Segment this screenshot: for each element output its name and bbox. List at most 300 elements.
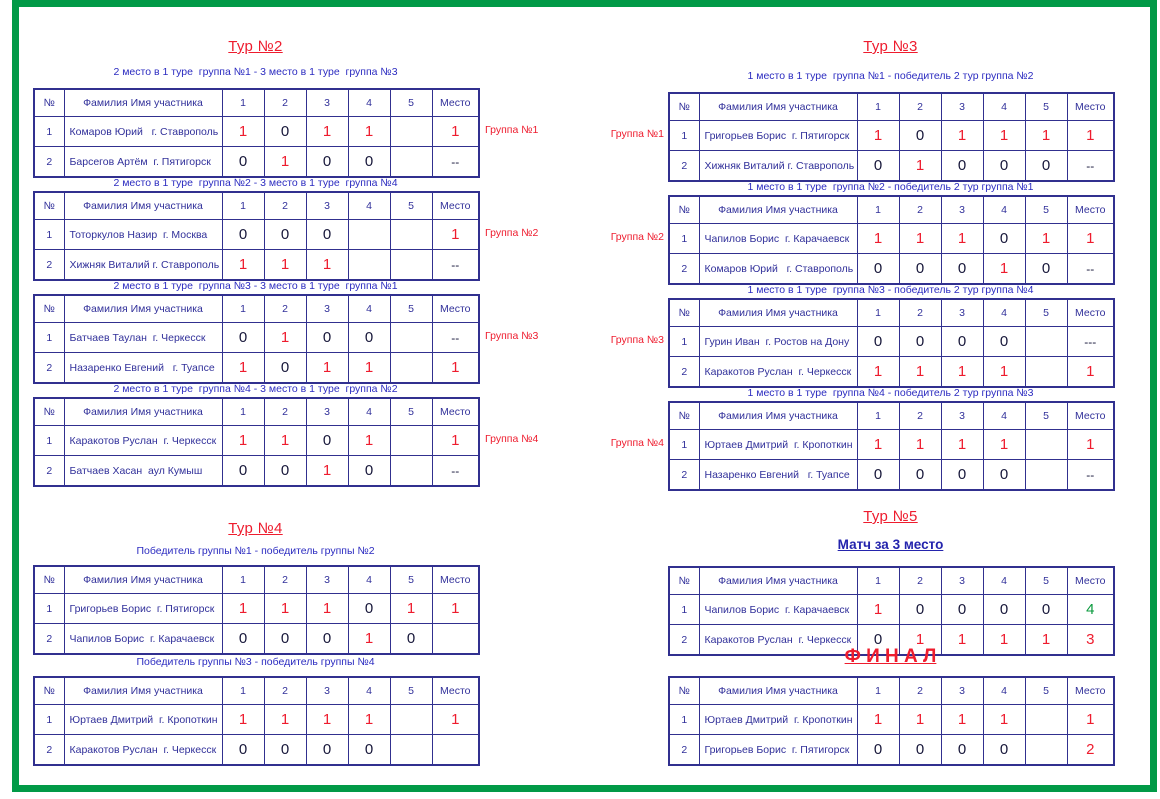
column-header: Фамилия Имя участника: [699, 93, 857, 121]
score-cell: 0: [941, 595, 983, 625]
row-number: 2: [34, 353, 64, 384]
score-cell: 1: [264, 250, 306, 281]
score-cell: 0: [1025, 254, 1067, 285]
score-cell: 0: [390, 624, 432, 655]
player-row: [669, 151, 1114, 182]
row-number: 1: [669, 121, 699, 151]
player-name: Юртаев Дмитрий г. Кропоткин: [699, 705, 857, 735]
pairing-subtitle: 1 место в 1 туре группа №4 - победитель 2 тур группа №3: [747, 387, 1034, 399]
score-cell: 1: [983, 625, 1025, 656]
column-header: Место: [432, 89, 479, 117]
column-header: 2: [899, 567, 941, 595]
score-cell: 0: [983, 327, 1025, 357]
column-header: 4: [348, 89, 390, 117]
column-header: Фамилия Имя участника: [64, 677, 222, 705]
pairing-subtitle: 2 место в 1 туре группа №4 - 3 место в 1 туре группа №2: [113, 383, 398, 395]
player-row: [34, 220, 479, 250]
score-cell: 0: [899, 595, 941, 625]
player-row: [34, 735, 479, 766]
column-header: 5: [1025, 567, 1067, 595]
place-cell: 1: [432, 353, 479, 384]
score-cell: 1: [899, 705, 941, 735]
player-name: Каракотов Руслан г. Черкесск: [64, 735, 222, 766]
column-header: 3: [941, 567, 983, 595]
score-cell: 1: [306, 250, 348, 281]
score-cell: 0: [899, 327, 941, 357]
score-cell: [390, 323, 432, 353]
column-header: Место: [432, 566, 479, 594]
score-cell: 0: [1025, 595, 1067, 625]
column-header: Место: [1067, 299, 1114, 327]
score-cell: 0: [264, 735, 306, 766]
header-row: [34, 192, 479, 220]
place-cell: --: [432, 147, 479, 178]
header-row: [34, 89, 479, 117]
column-header: 5: [1025, 402, 1067, 430]
player-name: Назаренко Евгений г. Туапсе: [64, 353, 222, 384]
score-cell: 1: [857, 430, 899, 460]
score-cell: 1: [264, 426, 306, 456]
score-cell: 1: [348, 117, 390, 147]
column-header: Фамилия Имя участника: [64, 89, 222, 117]
score-cell: [390, 456, 432, 487]
column-header: 2: [264, 677, 306, 705]
score-cell: 0: [306, 735, 348, 766]
match-table: [33, 397, 480, 487]
left-column: [33, 0, 539, 799]
group-label: Группа №1: [485, 124, 539, 136]
column-header: 3: [941, 402, 983, 430]
column-header: 4: [983, 93, 1025, 121]
score-cell: 0: [348, 323, 390, 353]
header-row: [34, 566, 479, 594]
player-name: Назаренко Евгений г. Туапсе: [699, 460, 857, 491]
player-name: Каракотов Руслан г. Черкесск: [64, 426, 222, 456]
player-row: [669, 224, 1114, 254]
group-label: Группа №2: [485, 227, 539, 239]
score-cell: 0: [857, 151, 899, 182]
place-cell: ---: [1067, 327, 1114, 357]
player-name: Чапилов Борис г. Карачаевск: [699, 595, 857, 625]
column-header: 4: [983, 196, 1025, 224]
column-header: 1: [222, 398, 264, 426]
score-cell: 0: [222, 624, 264, 655]
score-cell: 0: [306, 624, 348, 655]
column-header: 2: [264, 295, 306, 323]
group-label: Группа №3: [610, 334, 664, 346]
score-cell: 0: [941, 327, 983, 357]
pairing-subtitle: 2 место в 1 туре группа №3 - 3 место в 1 туре группа №1: [113, 280, 398, 292]
column-header: №: [34, 295, 64, 323]
column-header: №: [669, 677, 699, 705]
score-cell: 1: [348, 426, 390, 456]
match-table: [33, 88, 480, 178]
place-cell: 1: [432, 220, 479, 250]
row-number: 1: [34, 117, 64, 147]
column-header: Фамилия Имя участника: [699, 299, 857, 327]
place-cell: 1: [1067, 121, 1114, 151]
column-header: 2: [899, 402, 941, 430]
place-cell: 1: [1067, 224, 1114, 254]
column-header: Место: [432, 295, 479, 323]
score-cell: [390, 250, 432, 281]
pairing-subtitle: 2 место в 1 туре группа №2 - 3 место в 1 туре группа №4: [113, 177, 398, 189]
column-header: 3: [306, 398, 348, 426]
column-header: 3: [306, 192, 348, 220]
score-cell: 0: [306, 426, 348, 456]
score-cell: 1: [348, 705, 390, 735]
column-header: 2: [899, 677, 941, 705]
score-cell: 1: [348, 624, 390, 655]
pairing-subtitle: 1 место в 1 туре группа №3 - победитель 2 тур группа №4: [747, 284, 1034, 296]
place-cell: 1: [432, 117, 479, 147]
score-cell: 1: [857, 357, 899, 388]
score-cell: 1: [222, 353, 264, 384]
column-header: 3: [306, 566, 348, 594]
player-name: Юртаев Дмитрий г. Кропоткин: [64, 705, 222, 735]
score-cell: [390, 147, 432, 178]
column-header: 1: [222, 89, 264, 117]
player-row: [669, 460, 1114, 491]
player-name: Барсегов Артём г. Пятигорск: [64, 147, 222, 178]
score-cell: 0: [264, 353, 306, 384]
row-number: 2: [34, 147, 64, 178]
column-header: 5: [1025, 93, 1067, 121]
match-table: [33, 676, 480, 766]
score-cell: 0: [899, 254, 941, 285]
player-name: Григорьев Борис г. Пятигорск: [64, 594, 222, 624]
score-cell: 1: [348, 353, 390, 384]
column-header: Фамилия Имя участника: [699, 677, 857, 705]
score-cell: 0: [941, 460, 983, 491]
score-cell: 0: [348, 735, 390, 766]
player-row: [669, 121, 1114, 151]
place-cell: 3: [1067, 625, 1114, 656]
player-row: [34, 456, 479, 487]
score-cell: 1: [983, 705, 1025, 735]
round-title: Тур №3: [863, 38, 918, 55]
score-cell: 0: [857, 254, 899, 285]
pairing-subtitle: 1 место в 1 туре группа №2 - победитель 2 тур группа №1: [747, 181, 1034, 193]
player-name: Батчаев Хасан аул Кумыш: [64, 456, 222, 487]
place-cell: --: [432, 456, 479, 487]
row-number: 2: [34, 735, 64, 766]
round-title: Тур №4: [228, 520, 283, 537]
player-row: [669, 430, 1114, 460]
player-name: Батчаев Таулан г. Черкесск: [64, 323, 222, 353]
score-cell: 0: [222, 147, 264, 178]
column-header: Фамилия Имя участника: [64, 398, 222, 426]
player-row: [34, 705, 479, 735]
column-header: 2: [899, 299, 941, 327]
row-number: 1: [669, 224, 699, 254]
match-table: [668, 195, 1115, 285]
column-header: 2: [264, 398, 306, 426]
column-header: №: [34, 398, 64, 426]
score-cell: 0: [941, 254, 983, 285]
score-cell: [390, 117, 432, 147]
row-number: 1: [669, 595, 699, 625]
column-header: 5: [390, 566, 432, 594]
column-header: 3: [306, 677, 348, 705]
column-header: 2: [899, 93, 941, 121]
header-row: [34, 295, 479, 323]
score-cell: 1: [899, 357, 941, 388]
score-cell: 1: [306, 353, 348, 384]
score-cell: 1: [899, 224, 941, 254]
column-header: Фамилия Имя участника: [699, 402, 857, 430]
score-cell: [390, 353, 432, 384]
match-table: [668, 676, 1115, 766]
column-header: Место: [432, 398, 479, 426]
column-header: 2: [899, 196, 941, 224]
player-name: Хижняк Виталий г. Ставрополь: [64, 250, 222, 281]
column-header: 1: [857, 196, 899, 224]
column-header: 4: [348, 192, 390, 220]
score-cell: 0: [983, 595, 1025, 625]
column-header: №: [669, 402, 699, 430]
score-cell: 0: [306, 147, 348, 178]
score-cell: 0: [348, 456, 390, 487]
player-name: Григорьев Борис г. Пятигорск: [699, 121, 857, 151]
row-number: 2: [34, 624, 64, 655]
score-cell: 1: [899, 151, 941, 182]
column-header: 1: [857, 677, 899, 705]
score-cell: 1: [899, 625, 941, 656]
player-row: [669, 735, 1114, 766]
score-cell: 0: [222, 323, 264, 353]
score-cell: 0: [899, 121, 941, 151]
header-row: [669, 93, 1114, 121]
score-cell: [1025, 460, 1067, 491]
player-name: Каракотов Руслан г. Черкесск: [699, 625, 857, 656]
score-cell: 1: [941, 430, 983, 460]
column-header: №: [34, 677, 64, 705]
column-header: 2: [264, 566, 306, 594]
player-row: [669, 357, 1114, 388]
column-header: 1: [857, 299, 899, 327]
score-cell: 0: [306, 220, 348, 250]
column-header: 5: [390, 89, 432, 117]
score-cell: 0: [899, 735, 941, 766]
score-cell: 1: [222, 705, 264, 735]
score-cell: 0: [1025, 151, 1067, 182]
column-header: 4: [983, 677, 1025, 705]
score-cell: 0: [348, 147, 390, 178]
group-label: Группа №4: [610, 437, 664, 449]
score-cell: 1: [983, 254, 1025, 285]
score-cell: 1: [264, 323, 306, 353]
score-cell: 1: [222, 250, 264, 281]
score-cell: 0: [348, 594, 390, 624]
score-cell: [390, 220, 432, 250]
player-row: [669, 595, 1114, 625]
score-cell: [390, 426, 432, 456]
score-cell: 0: [857, 735, 899, 766]
score-cell: 1: [264, 147, 306, 178]
place-cell: --: [1067, 460, 1114, 491]
column-header: Место: [1067, 567, 1114, 595]
player-name: Юртаев Дмитрий г. Кропоткин: [699, 430, 857, 460]
score-cell: 1: [857, 121, 899, 151]
header-row: [669, 567, 1114, 595]
column-header: 1: [222, 566, 264, 594]
header-row: [34, 677, 479, 705]
group-label: Группа №4: [485, 433, 539, 445]
score-cell: 0: [306, 323, 348, 353]
group-label: Группа №2: [610, 231, 664, 243]
score-cell: 0: [983, 735, 1025, 766]
match3-title: Матч за 3 место: [837, 537, 944, 552]
score-cell: [1025, 705, 1067, 735]
score-cell: 1: [983, 121, 1025, 151]
round-title: Тур №2: [228, 38, 283, 55]
score-cell: 0: [857, 327, 899, 357]
header-row: [34, 398, 479, 426]
column-header: Место: [1067, 196, 1114, 224]
row-number: 2: [669, 151, 699, 182]
score-cell: 0: [983, 151, 1025, 182]
column-header: 5: [390, 295, 432, 323]
score-cell: 0: [941, 735, 983, 766]
score-cell: 0: [983, 460, 1025, 491]
round-title: Тур №5: [863, 508, 918, 525]
player-name: Тоторкулов Назир г. Москва: [64, 220, 222, 250]
score-cell: 0: [222, 735, 264, 766]
column-header: 4: [348, 398, 390, 426]
score-cell: 1: [390, 594, 432, 624]
score-cell: 1: [941, 121, 983, 151]
header-row: [669, 677, 1114, 705]
score-cell: [348, 250, 390, 281]
match-table: [668, 298, 1115, 388]
place-cell: 1: [1067, 430, 1114, 460]
column-header: Фамилия Имя участника: [699, 567, 857, 595]
column-header: 3: [941, 93, 983, 121]
score-cell: 1: [306, 705, 348, 735]
pairing-subtitle: 1 место в 1 туре группа №1 - победитель 2 тур группа №2: [747, 70, 1034, 82]
place-cell: --: [432, 323, 479, 353]
match-table: [33, 294, 480, 384]
score-cell: [1025, 327, 1067, 357]
column-header: 5: [390, 192, 432, 220]
player-row: [34, 624, 479, 655]
column-header: 3: [306, 295, 348, 323]
row-number: 2: [669, 254, 699, 285]
place-cell: 1: [432, 705, 479, 735]
match-table: [668, 92, 1115, 182]
column-header: №: [34, 192, 64, 220]
score-cell: [1025, 430, 1067, 460]
group-label: Группа №1: [610, 128, 664, 140]
column-header: №: [34, 89, 64, 117]
player-row: [34, 147, 479, 178]
final-title: Ф И Н А Л: [844, 646, 937, 667]
score-cell: [390, 705, 432, 735]
column-header: Фамилия Имя участника: [64, 192, 222, 220]
column-header: 4: [348, 677, 390, 705]
place-cell: 1: [432, 594, 479, 624]
column-header: Место: [1067, 93, 1114, 121]
place-cell: [432, 624, 479, 655]
column-header: Место: [432, 192, 479, 220]
score-cell: 0: [857, 625, 899, 656]
column-header: Фамилия Имя участника: [64, 566, 222, 594]
player-name: Григорьев Борис г. Пятигорск: [699, 735, 857, 766]
column-header: 3: [941, 677, 983, 705]
score-cell: [1025, 735, 1067, 766]
column-header: 1: [857, 402, 899, 430]
row-number: 1: [34, 220, 64, 250]
score-cell: 1: [264, 705, 306, 735]
player-name: Комаров Юрий г. Ставрополь: [699, 254, 857, 285]
score-cell: 0: [983, 224, 1025, 254]
column-header: 1: [222, 192, 264, 220]
score-cell: 1: [857, 595, 899, 625]
column-header: 1: [857, 567, 899, 595]
place-cell: 2: [1067, 735, 1114, 766]
column-header: 5: [1025, 299, 1067, 327]
row-number: 2: [34, 250, 64, 281]
column-header: Место: [1067, 402, 1114, 430]
score-cell: 1: [983, 357, 1025, 388]
score-cell: [1025, 357, 1067, 388]
column-header: 5: [390, 398, 432, 426]
row-number: 1: [34, 705, 64, 735]
player-row: [34, 117, 479, 147]
match-table: [33, 565, 480, 655]
player-row: [34, 594, 479, 624]
score-cell: 0: [264, 456, 306, 487]
player-row: [669, 327, 1114, 357]
score-cell: [390, 735, 432, 766]
score-cell: 1: [264, 594, 306, 624]
column-header: №: [669, 299, 699, 327]
player-name: Хижняк Виталий г. Ставрополь: [699, 151, 857, 182]
score-cell: [348, 220, 390, 250]
column-header: 1: [222, 677, 264, 705]
header-row: [669, 402, 1114, 430]
pairing-subtitle: Победитель группы №1 - победитель группы №2: [136, 545, 375, 557]
column-header: Фамилия Имя участника: [64, 295, 222, 323]
score-cell: 1: [857, 705, 899, 735]
column-header: 3: [306, 89, 348, 117]
row-number: 1: [34, 594, 64, 624]
column-header: Место: [432, 677, 479, 705]
row-number: 1: [669, 430, 699, 460]
place-cell: 1: [1067, 705, 1114, 735]
score-cell: 1: [1025, 625, 1067, 656]
score-cell: 0: [222, 456, 264, 487]
player-name: Чапилов Борис г. Карачаевск: [64, 624, 222, 655]
score-cell: 1: [1025, 121, 1067, 151]
score-cell: 0: [264, 624, 306, 655]
score-cell: 1: [306, 456, 348, 487]
player-name: Каракотов Руслан г. Черкесск: [699, 357, 857, 388]
score-cell: 1: [222, 117, 264, 147]
column-header: 5: [1025, 677, 1067, 705]
column-header: Фамилия Имя участника: [699, 196, 857, 224]
group-label: Группа №3: [485, 330, 539, 342]
player-row: [669, 254, 1114, 285]
place-cell: --: [1067, 254, 1114, 285]
row-number: 2: [669, 625, 699, 656]
score-cell: 1: [899, 430, 941, 460]
score-cell: 0: [857, 460, 899, 491]
column-header: 4: [983, 402, 1025, 430]
score-cell: 1: [941, 357, 983, 388]
column-header: 1: [222, 295, 264, 323]
